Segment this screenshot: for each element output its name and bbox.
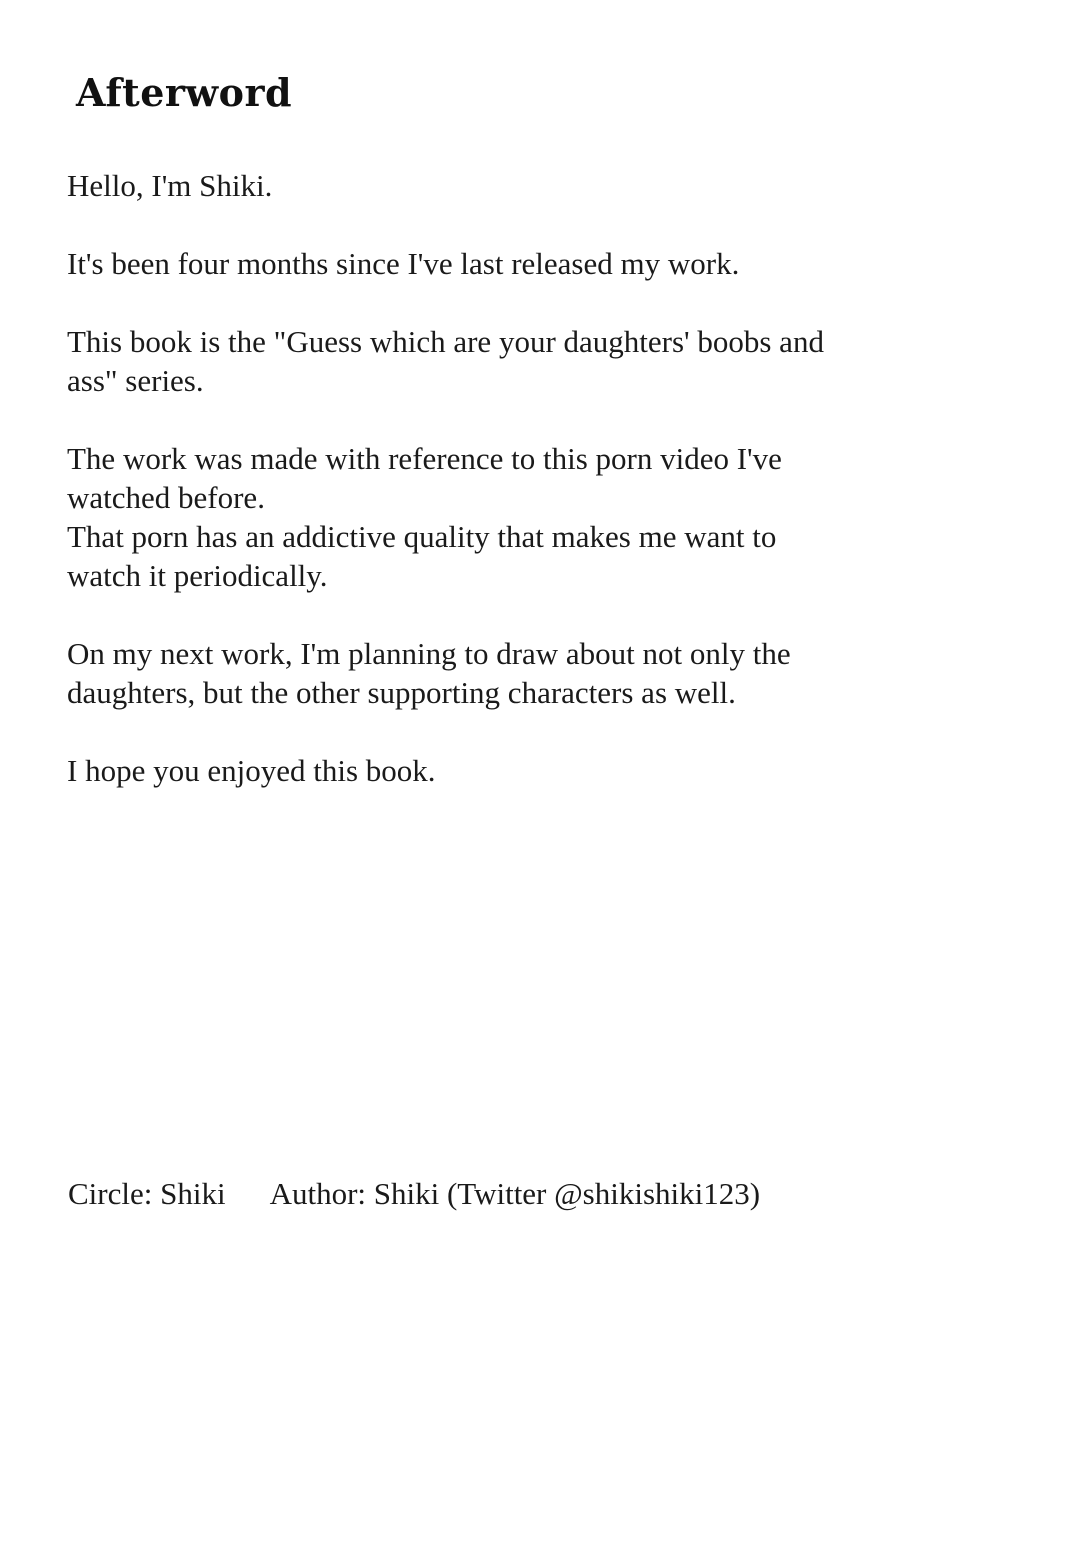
paragraph-reference — [67, 439, 927, 595]
paragraph-line: I hope you enjoyed this book. — [67, 753, 436, 788]
paragraph-release — [67, 244, 927, 283]
credits — [68, 1174, 760, 1213]
paragraph-line: watched before. — [67, 480, 265, 515]
page-title: Afterword — [76, 70, 293, 115]
paragraph-series — [67, 322, 927, 400]
paragraph-closing — [67, 751, 927, 790]
paragraph-greeting — [67, 166, 927, 205]
paragraph-next-work — [67, 634, 927, 712]
paragraph-line: Hello, I'm Shiki. — [67, 168, 273, 203]
paragraph-line: watch it periodically. — [67, 558, 328, 593]
afterword-body — [67, 166, 927, 829]
paragraph-line: daughters, but the other supporting characters as well. — [67, 675, 736, 710]
paragraph-line: This book is the "Guess which are your daughters' boobs and — [67, 324, 824, 359]
paragraph-line: The work was made with reference to this porn video I've — [67, 441, 782, 476]
author-credit: Author: Shiki (Twitter @shikishiki123) — [269, 1176, 761, 1211]
paragraph-line: It's been four months since I've last released my work. — [67, 246, 740, 281]
paragraph-line: ass" series. — [67, 363, 204, 398]
paragraph-line: That porn has an addictive quality that makes me want to — [67, 519, 777, 554]
paragraph-line: On my next work, I'm planning to draw about not only the — [67, 636, 791, 671]
circle-credit: Circle: Shiki — [68, 1176, 226, 1211]
